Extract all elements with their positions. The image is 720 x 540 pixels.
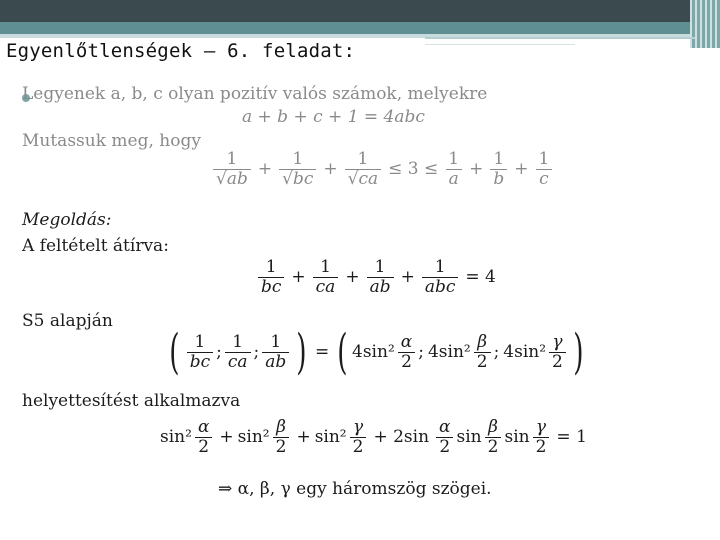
s5-label: S5 alapján — [22, 311, 113, 331]
problem-line-1: Legyenek a, b, c olyan pozitív valós számok, melyekre — [22, 84, 488, 104]
inequality-equation: $\frac{1}{√ab}$ + $\frac{1}{√bc}$ + $\frac{1}{√ca}$ ≤ 3 ≤ $\frac{1}{a}$ + $\frac{1}{b}$ + $\frac{1}{c}$ — [210, 150, 555, 188]
slide-header-bar — [0, 0, 720, 40]
title-rule — [425, 37, 695, 39]
title-rule-2 — [425, 44, 575, 45]
substitution-equation: ( $\frac{1}{bc}$ ; $\frac{1}{ca}$ ; $\frac{1}{ab}$ ) = ( 4sin² $\frac{\alpha}{2}$ ; 4sin² $\frac{\beta}{2}$ ; 4sin² $\frac{\gamma}{2}$ ) — [169, 324, 584, 380]
conclusion-line: ⇒ α, β, γ egy háromszög szögei. — [218, 479, 492, 499]
condition-equation: a + b + c + 1 = 4abc — [242, 107, 425, 127]
substitution-label: helyettesítést alkalmazva — [22, 391, 241, 411]
solution-heading: Megoldás: — [22, 210, 112, 230]
rewritten-condition: $\frac{1}{bc}$ + $\frac{1}{ca}$ + $\frac{1}{ab}$ + $\frac{1}{\text{abc}}$ = 4 — [255, 258, 500, 296]
slide-title: Egyenlőtlenségek – 6. feladat: — [6, 40, 356, 62]
rewrite-label: A feltételt átírva: — [22, 236, 169, 256]
problem-line-2: Mutassuk meg, hogy — [22, 131, 201, 151]
sine-identity-equation: sin² $\frac{\alpha}{2}$ + sin² $\frac{\beta}{2}$ + sin² $\frac{\gamma}{2}$ + 2sin $\frac{\alpha}{2}$ sin $\frac{\beta}{2}$ sin $\frac{\gamma}{2}$ = 1 — [160, 417, 587, 457]
